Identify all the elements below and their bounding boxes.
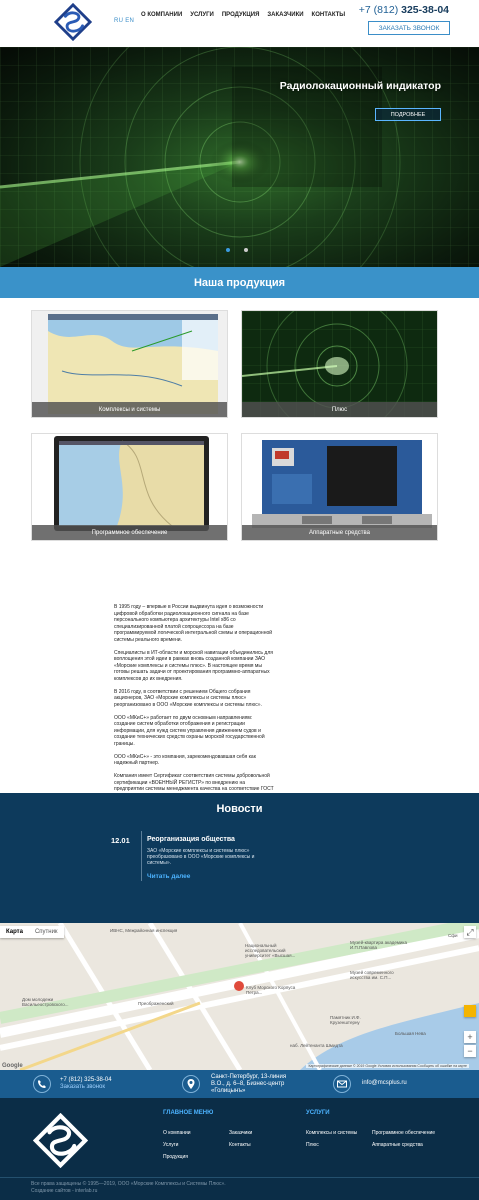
google-map[interactable] bbox=[0, 923, 479, 1070]
about-paragraph: Специалисты в ИТ-области и морской навигации объединились для воплощения этой идеи в рамках вновь созданной компании ЗАО «Морские комплексы и системы плюс». В настоящее время мы готовы решать задачи от проектирования программно-аппаратных комплексов до их внедрения. bbox=[114, 649, 273, 682]
map-label: Памятник И.Ф. Крузенштерну bbox=[330, 1015, 361, 1025]
about-paragraph: В 1995 году – впервые в России выдвинута идея о возможности цифровой обработки радиолокационного сигнала на базе персонального компьютера архитектуры Intel x86 со специализированной платой сопроцессора на базе программируемой логической интегральной схемы и операционной системы реального времени. bbox=[114, 604, 273, 643]
hero-slider bbox=[0, 47, 479, 267]
footer-copyright bbox=[31, 1181, 226, 1195]
main-nav bbox=[141, 12, 345, 18]
map-label: Музей современного искусства им. С.П... bbox=[350, 970, 394, 980]
news-section bbox=[0, 793, 479, 923]
product-card-complexes[interactable] bbox=[31, 310, 228, 418]
news-excerpt: ЗАО «Морские комплексы и системы плюс» преобразовано в ООО «Морские комплексы и системы». bbox=[147, 848, 255, 866]
product-caption: Плюс bbox=[242, 402, 437, 417]
site-footer bbox=[0, 1098, 479, 1200]
nav-about[interactable]: О КОМПАНИИ bbox=[141, 12, 183, 18]
product-card-software[interactable] bbox=[31, 433, 228, 541]
product-caption: Программное обеспечение bbox=[32, 525, 227, 540]
footer-link-software[interactable]: Программное обеспечение bbox=[372, 1130, 436, 1136]
footer-divider bbox=[0, 1177, 479, 1178]
footer-link-plus[interactable]: Плюс bbox=[306, 1142, 319, 1148]
slider-dot-1[interactable] bbox=[226, 248, 230, 252]
map-copyright[interactable]: Картографические данные © 2019 Google Условия использования Сообщить об ошибке на карте bbox=[308, 1064, 467, 1068]
developer-link[interactable]: Создание сайтов - interlab.ru bbox=[31, 1188, 98, 1194]
map-label: наб. Лейтенанта Шмидта bbox=[290, 1043, 343, 1048]
phone-prefix: +7 (812) bbox=[358, 4, 399, 16]
about-paragraph: ООО «МКиС+» - это компания, зарекомендовавшая себя как надежный партнер. bbox=[114, 753, 256, 766]
site-header bbox=[0, 0, 479, 47]
hero-title: Радиолокационный индикатор bbox=[279, 80, 441, 92]
product-caption: Аппаратные средства bbox=[242, 525, 437, 540]
pegman-icon[interactable] bbox=[464, 1005, 476, 1017]
nav-services[interactable]: УСЛУГИ bbox=[190, 12, 214, 18]
fullscreen-button[interactable]: ⤢ bbox=[464, 926, 476, 938]
map-label: Большая Нева bbox=[395, 1031, 426, 1036]
news-date: 12.01 bbox=[111, 836, 130, 845]
location-icon bbox=[182, 1075, 200, 1093]
footer-link-customers[interactable]: Заказчики bbox=[229, 1130, 253, 1136]
news-title: Новости bbox=[216, 803, 263, 815]
google-logo: Google bbox=[2, 1063, 23, 1069]
news-divider bbox=[141, 831, 142, 881]
slider-dot-2[interactable] bbox=[244, 248, 248, 252]
contact-email[interactable]: info@mcsplus.ru bbox=[362, 1080, 407, 1086]
language-switcher[interactable]: RU EN bbox=[114, 18, 135, 24]
about-paragraph: ООО «МКиС+» работает по двум основным направлениям: создание систем обработки отображения и регистрации информации, для нужд систем управления движением судов и создание технических средств охраны морской государственной границы. bbox=[114, 714, 265, 747]
footer-link-complexes[interactable]: Комплексы и системы bbox=[306, 1130, 358, 1136]
footer-link-about[interactable]: О компании bbox=[163, 1130, 191, 1136]
news-read-more-link[interactable]: Читать далее bbox=[147, 873, 191, 880]
contact-callback-link[interactable]: Заказать звонок bbox=[60, 1084, 105, 1090]
footer-link-services[interactable]: Услуги bbox=[163, 1142, 179, 1148]
about-paragraph: В 2016 году, в соответствии с решением Общего собрания акционеров, ЗАО «Морские комплексы и системы плюс» реорганизовано в ООО «Морские комплексы и системы плюс». bbox=[114, 688, 262, 708]
map-type-tabs bbox=[0, 926, 64, 938]
map-tab-satellite[interactable]: Спутник bbox=[34, 929, 58, 935]
products-section-title: Наша продукция bbox=[0, 267, 479, 298]
product-caption: Комплексы и системы bbox=[32, 402, 227, 417]
map-tab-map[interactable]: Карта bbox=[6, 929, 23, 935]
zoom-in-button[interactable]: + bbox=[464, 1031, 476, 1043]
map-label: Национальный исследовательский университет «Высшая... bbox=[245, 943, 296, 958]
footer-link-products[interactable]: Продукция bbox=[163, 1154, 189, 1160]
header-phone[interactable] bbox=[359, 4, 449, 16]
about-paragraph: Компания имеет Сертификат соответствия системы добровольной сертификации «ВОЕННЫЙ РЕГИСТР» по внедрению на предприятии системы менеджмента качества на соответствие ГОСТ bbox=[114, 773, 274, 792]
footer-logo[interactable] bbox=[33, 1113, 88, 1168]
map-label: Дом молодежи Васильеостровского... bbox=[22, 997, 69, 1007]
company-logo[interactable] bbox=[54, 3, 92, 41]
email-icon bbox=[333, 1075, 351, 1093]
nav-contacts[interactable]: КОНТАКТЫ bbox=[311, 12, 346, 18]
map-label: Музей-квартира академика И.П.Павлова bbox=[350, 940, 408, 950]
map-label: Сфи bbox=[448, 933, 458, 938]
phone-icon bbox=[33, 1075, 51, 1093]
slider-dots bbox=[226, 248, 248, 252]
copyright-text: Все права защищены © 1995—2019, ООО «Морские Комплексы и Системы Плюс». bbox=[31, 1181, 226, 1187]
map-label: ИВНС, Межрайонная инспекция bbox=[110, 928, 178, 933]
news-headline[interactable]: Реорганизация общества bbox=[147, 836, 235, 843]
call-request-button[interactable]: ЗАКАЗАТЬ ЗВОНОК bbox=[368, 21, 450, 35]
product-card-plus[interactable] bbox=[241, 310, 438, 418]
zoom-out-button[interactable]: − bbox=[464, 1045, 476, 1057]
contacts-bar bbox=[0, 1070, 479, 1098]
footer-services-title: УСЛУГИ bbox=[306, 1110, 330, 1116]
hero-more-button[interactable]: ПОДРОБНЕЕ bbox=[375, 108, 441, 121]
footer-link-contacts[interactable]: Контакты bbox=[229, 1142, 251, 1148]
footer-link-hardware[interactable]: Аппаратные средства bbox=[372, 1142, 423, 1148]
footer-menu-title: ГЛАВНОЕ МЕНЮ bbox=[163, 1110, 214, 1116]
nav-products[interactable]: ПРОДУКЦИЯ bbox=[221, 12, 260, 18]
nav-customers[interactable]: ЗАКАЗЧИКИ bbox=[267, 12, 304, 18]
contact-phone bbox=[60, 1077, 112, 1091]
product-card-hardware[interactable] bbox=[241, 433, 438, 541]
map-label: Преображенский bbox=[138, 1001, 174, 1006]
about-text bbox=[114, 604, 274, 806]
contact-address: Санкт-Петербург, 13-линия В.О., д. 6–8, Бизнес-центр «Голицынъ» bbox=[211, 1074, 287, 1094]
map-label: Клуб Морского Корпуса Петра... bbox=[246, 985, 296, 995]
phone-number: 325-38-04 bbox=[401, 4, 449, 16]
contact-phone-number[interactable]: +7 (812) 325-38-04 bbox=[60, 1077, 112, 1083]
